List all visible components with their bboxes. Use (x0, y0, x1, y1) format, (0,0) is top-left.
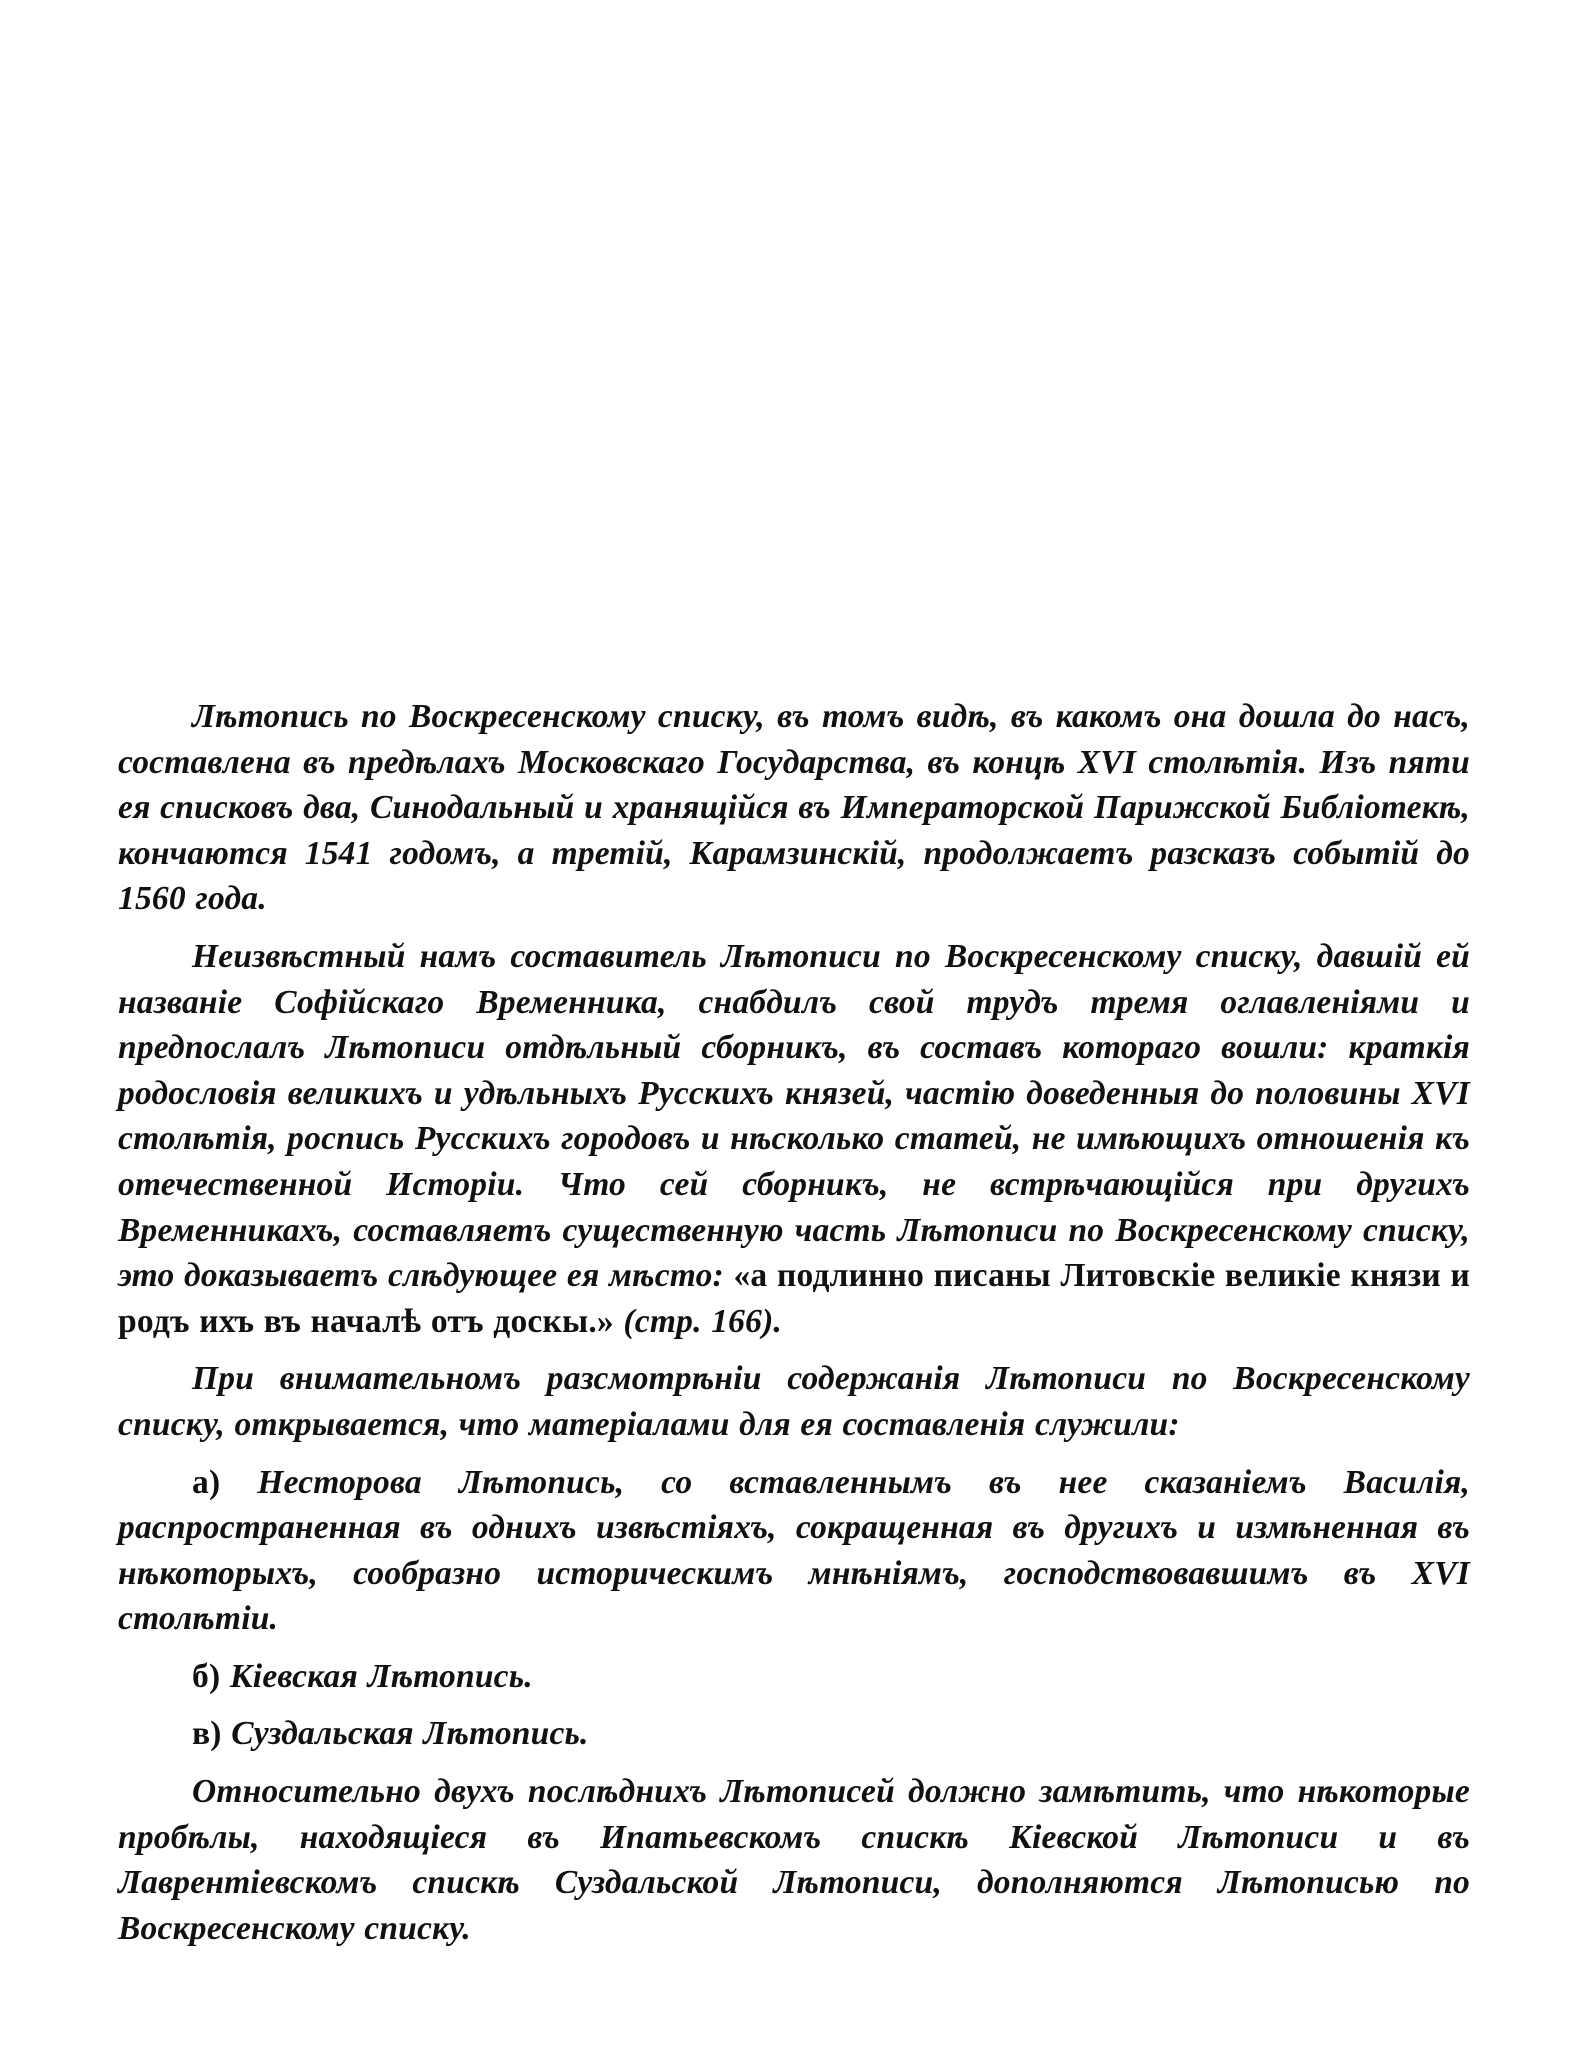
paragraph-1 (118, 694, 1470, 922)
list-item-marker: в) (192, 1715, 222, 1753)
list-item-text: Кіевская Лѣтопись. (229, 1657, 533, 1695)
list-item-text: Суздальская Лѣтопись. (231, 1715, 589, 1753)
list-item-b (118, 1654, 1470, 1700)
list-item-marker: б) (192, 1657, 221, 1695)
list-item-marker: а) (192, 1463, 221, 1501)
closing-paragraph (118, 1769, 1470, 1951)
list-item-a (118, 1460, 1470, 1642)
paragraph-1-text: Лѣтопись по Воскресенскому списку, въ томъ видѣ, въ какомъ она дошла до насъ, составлена въ предѣлахъ Московскаго Государства, въ концѣ XVI столѣтія. Изъ пяти ея списковъ два, Синодальный и хранящійся въ Императорской Парижской Библіотекѣ, кончаются 1541 годомъ, а третій, Карамзинскій, продолжаетъ разсказъ событій до 1560 года. (118, 698, 1470, 918)
paragraph-2-quote: «а подлинно писаны Литовскіе великіе князи и родъ ихъ въ началѣ отъ доскы.» (118, 1257, 1470, 1340)
closing-paragraph-text: Относительно двухъ послѣднихъ Лѣтописей должно замѣтить, что нѣкоторые пробѣлы, находящіеся въ Ипатьевскомъ спискѣ Кіевской Лѣтописи и въ Лаврентіевскомъ спискѣ Суздальской Лѣтописи, дополняются Лѣтописью по Воскресенскому списку. (118, 1773, 1470, 1947)
body-text (118, 694, 1470, 1963)
paragraph-2-text: Неизвѣстный намъ составитель Лѣтописи по Воскресенскому списку, давшій ей названіе Софійскаго Временника, снабдилъ свой трудъ тремя оглавленіями и предпослалъ Лѣтописи отдѣльный сборникъ, въ составъ котораго вошли: краткія родословія великихъ и удѣльныхъ Русскихъ князей, частію доведенныя до половины XVI столѣтія, роспись Русскихъ городовъ и нѣсколько статей, не имѣющихъ отношенія къ отечественной Исторіи. Что сей сборникъ, не встрѣчающійся при другихъ Временникахъ, составляетъ существенную часть Лѣтописи по Воскресенскому списку, это доказываетъ слѣдующее ея мѣсто: (118, 937, 1470, 1295)
paragraph-2 (118, 934, 1470, 1344)
list-item-text: Несторова Лѣтопись, со вставленнымъ въ нее сказаніемъ Василія, распространенная въ однихъ извѣстіяхъ, сокращенная въ другихъ и измѣненная въ нѣкоторыхъ, сообразно историческимъ мнѣніямъ, господствовавшимъ въ XVI столѣтіи. (118, 1463, 1471, 1638)
paragraph-3 (118, 1356, 1470, 1447)
paragraph-3-text: При внимательномъ разсмотрѣніи содержанія Лѣтописи по Воскресенскому списку, открывается, что матеріалами для ея составленія служили: (118, 1360, 1470, 1443)
list-item-c (118, 1711, 1470, 1757)
paragraph-2-reference: (стр. 166). (613, 1302, 782, 1340)
